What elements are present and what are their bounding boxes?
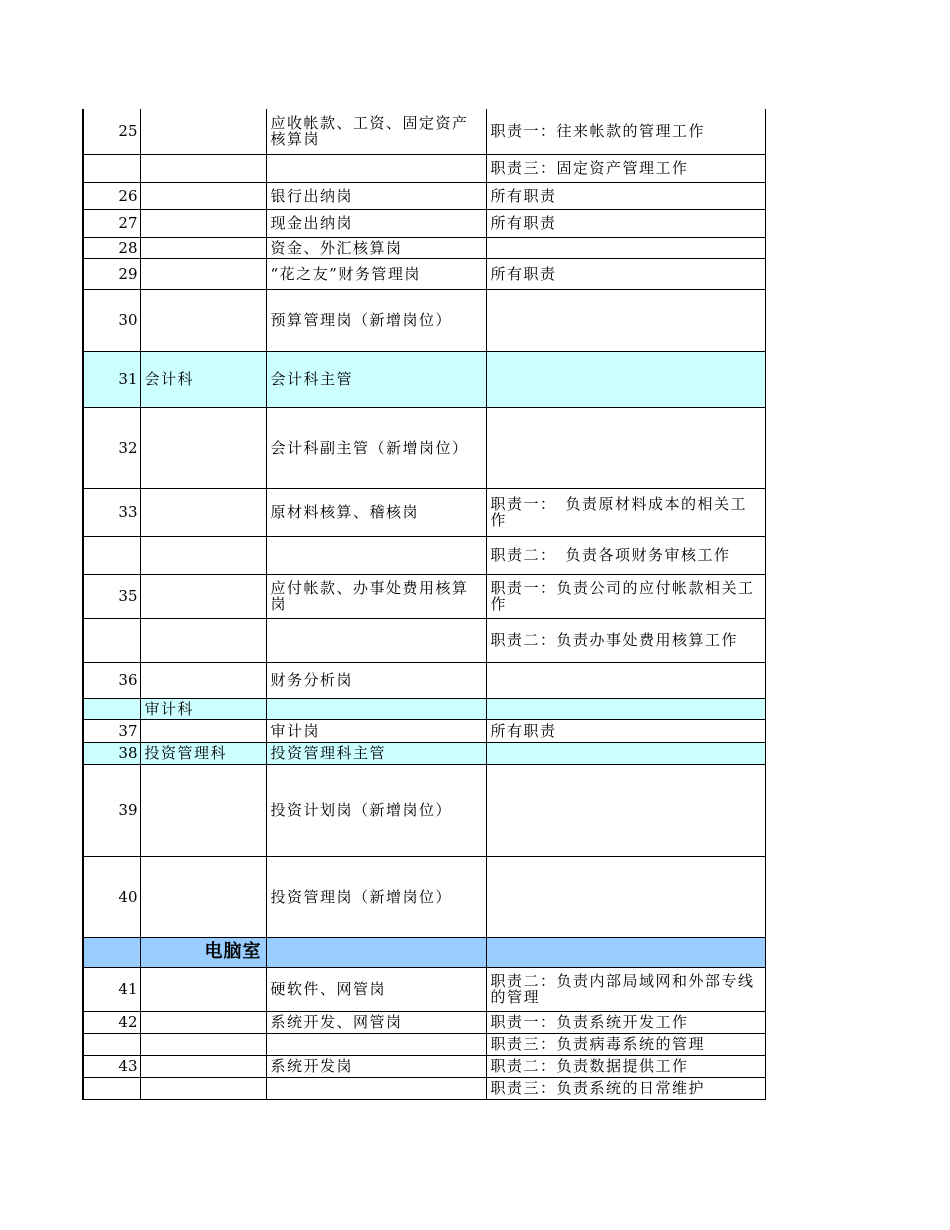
row-number-cell: 27 [83,209,140,237]
post-cell: 现金出纳岗 [266,209,486,237]
row-number-cell: 37 [83,719,140,742]
post-cell: 预算管理岗（新增岗位） [266,289,486,351]
row-number-cell [83,536,140,574]
department-cell [140,182,266,209]
post-cell [266,698,486,719]
row-number-cell: 26 [83,182,140,209]
duty-cell: 职责三：负责病毒系统的管理 [486,1033,765,1055]
row-number-cell [83,1033,140,1055]
table-row [83,618,765,662]
table-row [83,742,765,764]
department-cell [140,154,266,182]
table-row [83,1033,765,1055]
row-number-cell [83,937,140,967]
post-cell: 会计科副主管（新增岗位） [266,407,486,488]
row-number-cell: 32 [83,407,140,488]
department-cell [140,856,266,937]
duty-cell [486,764,765,856]
table-row [83,764,765,856]
department-cell [140,258,266,289]
post-cell: 投资计划岗（新增岗位） [266,764,486,856]
duty-cell: 职责二：负责数据提供工作 [486,1055,765,1077]
duty-cell [486,856,765,937]
duty-cell: 职责二：负责办事处费用核算工作 [486,618,765,662]
post-cell: 资金、外汇核算岗 [266,237,486,258]
row-number-cell [83,698,140,719]
row-number-cell: 42 [83,1011,140,1033]
post-cell: 应收帐款、工资、固定资产核算岗 [266,109,486,154]
department-cell [140,574,266,618]
table-row [83,488,765,536]
row-number-cell: 31 [83,351,140,407]
department-cell: 投资管理科 [140,742,266,764]
post-cell [266,1033,486,1055]
duty-cell [486,237,765,258]
post-cell: 投资管理科主管 [266,742,486,764]
department-cell [140,209,266,237]
department-cell [140,618,266,662]
duty-cell: 职责一：负责系统开发工作 [486,1011,765,1033]
department-cell [140,1033,266,1055]
row-number-cell: 40 [83,856,140,937]
post-cell: 应付帐款、办事处费用核算岗 [266,574,486,618]
department-cell [140,407,266,488]
row-number-cell: 30 [83,289,140,351]
duty-cell: 职责一： 负责原材料成本的相关工作 [486,488,765,536]
duty-cell: 所有职责 [486,182,765,209]
table-row [83,967,765,1011]
department-cell [140,719,266,742]
table-row [83,209,765,237]
department-cell [140,488,266,536]
duty-cell [486,351,765,407]
duty-cell: 职责三：固定资产管理工作 [486,154,765,182]
table-row [83,574,765,618]
post-cell: 银行出纳岗 [266,182,486,209]
table-body [83,109,765,1099]
row-number-cell [83,1077,140,1099]
row-number-cell: 36 [83,662,140,698]
duty-cell [486,742,765,764]
department-cell [140,764,266,856]
post-cell: 硬软件、网管岗 [266,967,486,1011]
post-cell [266,536,486,574]
duty-cell: 职责二：负责内部局域网和外部专线的管理 [486,967,765,1011]
table-row [83,407,765,488]
job-duty-table [82,109,766,1100]
table-row [83,856,765,937]
row-number-cell [83,618,140,662]
post-cell: “花之友”财务管理岗 [266,258,486,289]
row-number-cell: 41 [83,967,140,1011]
table-row [83,109,765,154]
duty-cell [486,662,765,698]
table-row [83,182,765,209]
table-row [83,937,765,967]
post-cell: 原材料核算、稽核岗 [266,488,486,536]
row-number-cell: 38 [83,742,140,764]
table-row [83,1077,765,1099]
table-row [83,351,765,407]
department-cell [140,967,266,1011]
table-row [83,1011,765,1033]
duty-cell [486,407,765,488]
post-cell [266,618,486,662]
duty-cell [486,698,765,719]
row-number-cell: 25 [83,109,140,154]
post-cell: 审计岗 [266,719,486,742]
duty-cell [486,289,765,351]
table-row [83,237,765,258]
table-row [83,698,765,719]
post-cell [266,1077,486,1099]
department-cell: 审计科 [140,698,266,719]
duty-cell: 职责三：负责系统的日常维护 [486,1077,765,1099]
table-row [83,536,765,574]
row-number-cell: 39 [83,764,140,856]
department-cell [140,289,266,351]
post-cell: 会计科主管 [266,351,486,407]
department-cell [140,536,266,574]
duty-cell: 职责一：往来帐款的管理工作 [486,109,765,154]
post-cell: 财务分析岗 [266,662,486,698]
department-cell [140,662,266,698]
duty-cell [486,937,765,967]
table-row [83,1055,765,1077]
table-row [83,719,765,742]
duty-cell: 所有职责 [486,719,765,742]
duty-cell: 职责一：负责公司的应付帐款相关工作 [486,574,765,618]
post-cell: 投资管理岗（新增岗位） [266,856,486,937]
post-cell: 系统开发、网管岗 [266,1011,486,1033]
row-number-cell: 35 [83,574,140,618]
department-cell [140,109,266,154]
table-row [83,154,765,182]
table-row [83,289,765,351]
row-number-cell: 28 [83,237,140,258]
table-row [83,258,765,289]
duty-cell: 职责二： 负责各项财务审核工作 [486,536,765,574]
department-cell [140,1011,266,1033]
row-number-cell: 33 [83,488,140,536]
department-cell [140,1055,266,1077]
duty-cell: 所有职责 [486,258,765,289]
table-row [83,662,765,698]
department-cell [140,237,266,258]
post-cell [266,154,486,182]
department-cell: 电脑室 [140,937,266,967]
duty-cell: 所有职责 [486,209,765,237]
post-cell: 系统开发岗 [266,1055,486,1077]
department-cell [140,1077,266,1099]
post-cell [266,937,486,967]
row-number-cell: 43 [83,1055,140,1077]
row-number-cell: 29 [83,258,140,289]
department-cell: 会计科 [140,351,266,407]
row-number-cell [83,154,140,182]
